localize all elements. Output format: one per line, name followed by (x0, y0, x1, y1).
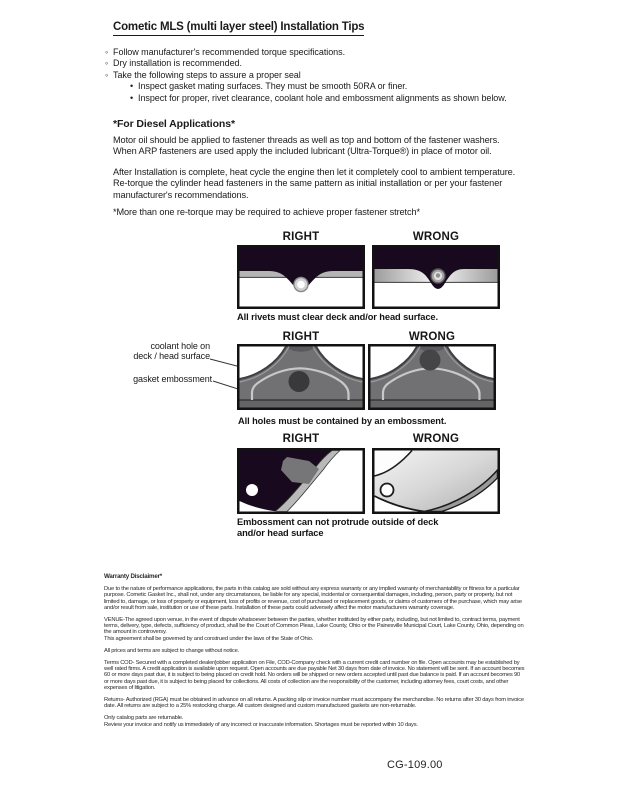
page-title: Cometic MLS (multi layer steel) Installation Tips (113, 21, 364, 36)
bullet-text: Inspect for proper, rivet clearance, coolant hole and embossment alignments as shown below. (138, 92, 507, 103)
rivet-right-illustration (237, 245, 365, 309)
coolant-hole-icon (289, 371, 310, 392)
right-label: RIGHT (282, 331, 320, 343)
disclaimer-heading: Warranty Disclaimer* (104, 573, 163, 580)
diesel-paragraph-1: Motor oil should be applied to fastener threads as well as top and bottom of the fastener washers. When ARP fasteners are used apply the included lubricant (Ultra-Torque®) in place of motor oil. (113, 135, 500, 157)
warranty-disclaimer (104, 574, 525, 734)
disclaimer-paragraph: Due to the nature of performance applications, the parts in this catalog are sold without any express warranty or any implied warranty of merchantability or fitness for a particular purpose. Cometic Gasket Inc., shall not, under any circumstances, be liable for any special, incidental or consequential damages, including, person, party or property, but not limited to, damage, or loss of property or equipment, loss of profits or revenue, cost of purchased or replacement goods, or claims of customers of the purchase, which may arise and/or result from sale, institution or use of these parts. Installation of these parts could adversely affect the motor manufacturers warranty coverage. (104, 586, 522, 611)
bolt-hole-icon (381, 484, 394, 497)
disclaimer-paragraph: Review your invoice and notify us immediately of any incorrect or inaccurate information. Shortages must be reported within 10 days. (104, 721, 418, 728)
bolt-hole-icon (246, 484, 258, 496)
rivet-wrong-diagram (372, 245, 500, 309)
disclaimer-paragraph: Only catalog parts are returnable. (104, 715, 184, 722)
bullet-text: Follow manufacturer's recommended torque specifications. (113, 47, 346, 57)
right-label: RIGHT (282, 231, 320, 243)
bullet-text: Dry installation is recommended. (113, 58, 242, 69)
list-item (105, 47, 535, 58)
right-label: RIGHT (282, 433, 320, 445)
gasket-embossment-label: gasket embossment (133, 374, 212, 384)
list-item (130, 81, 535, 92)
protrusion-right-illustration (237, 448, 365, 514)
protrusion-caption (237, 517, 517, 539)
coolant-hole-icon (420, 350, 441, 371)
embossment-right-illustration (237, 344, 365, 410)
venue-block (104, 617, 525, 642)
bullet-text: Inspect gasket mating surfaces. They must be smooth 50RA or finer. (138, 81, 408, 92)
protrusion-wrong-illustration (372, 448, 500, 514)
retorque-note: *More than one re-torque may be required to achieve proper fastener stretch* (113, 207, 420, 217)
embossment-wrong-illustration (368, 344, 496, 410)
wrong-label: WRONG (408, 331, 456, 343)
protrusion-caption-line1: Embossment can not protrude outside of deck (237, 517, 439, 527)
wrong-label: WRONG (412, 433, 460, 445)
protrusion-right-diagram (237, 448, 365, 514)
protrusion-caption-line2: and/or head surface (237, 528, 324, 538)
bullet-text: Take the following steps to assure a proper seal (113, 69, 301, 80)
disclaimer-paragraph: Terms COD- Secured with a completed dealer/jobber application on File, COD-Company check with a current credit card number on file. Open accounts may be established by well rated firms. A credit application is available upon request. Open accounts are due payable Net 30 days from date of invoice. No statement will be sent. If an account becomes 60 or more days past due, it is subject to being placed on credit hold. No orders will be shipped or new orders accepted until past due balance is paid. If an account becomes 90 or more days past due, it is subject to being placed for collections. All costs of collection are the responsibility of the customer, including attorney fees, court costs, and other expenses of litigation. (104, 660, 525, 691)
rivet-wrong-illustration (372, 245, 500, 309)
diesel-paragraph-2: After Installation is complete, heat cycle the engine then let it completely cool to ambient temperature. Re-torque the cylinder head fasteners in the same pattern as initial installation or per your fastener manufacturer's recommendations. (113, 167, 516, 200)
disclaimer-paragraph: Returns- Authorized (RGA) must be obtained in advance on all returns. A packing slip or invoice number must accompany the merchandise. No returns after 30 days from invoice date. All returns are subject to a 25% restocking charge. All custom designed and custom manufactured gaskets are non-returnable. (104, 697, 524, 710)
wrong-label: WRONG (412, 231, 460, 243)
disclaimer-paragraph: This agreement shall be governed by and construed under the laws of the State of Ohio. (104, 635, 314, 642)
embossment-wrong-diagram (368, 344, 496, 410)
list-item (130, 93, 535, 104)
embossment-right-diagram (237, 344, 365, 410)
embossment-caption: All holes must be contained by an embossment. (238, 416, 447, 426)
rivet-caption: All rivets must clear deck and/or head surface. (237, 312, 438, 322)
coolant-hole-label-line1: coolant hole on (150, 341, 210, 351)
coolant-hole-label-line2: deck / head surface (133, 351, 210, 362)
disclaimer-paragraph: All prices and terms are subject to change without notice. (104, 647, 240, 654)
page-code: CG-109.00 (387, 759, 443, 771)
rivet-right-diagram (237, 245, 365, 309)
protrusion-wrong-diagram (372, 448, 500, 514)
returns-block (104, 715, 525, 727)
list-item (105, 70, 535, 81)
installation-tips-list (105, 47, 535, 104)
diesel-heading: *For Diesel Applications* (113, 118, 235, 130)
disclaimer-paragraph: VENUE-The agreed upon venue, in the event of dispute whatsoever between the parties, whether instituted by either party, including, but not limited to, contract terms, payment terms, delivery, type, defects, sufficiency of product, shall be the Court of Common Pleas, Lake County, Ohio or the Painesville Municipal Court, Lake County, Ohio, depending on the amount in controversy. (104, 617, 524, 636)
list-item (105, 58, 535, 69)
